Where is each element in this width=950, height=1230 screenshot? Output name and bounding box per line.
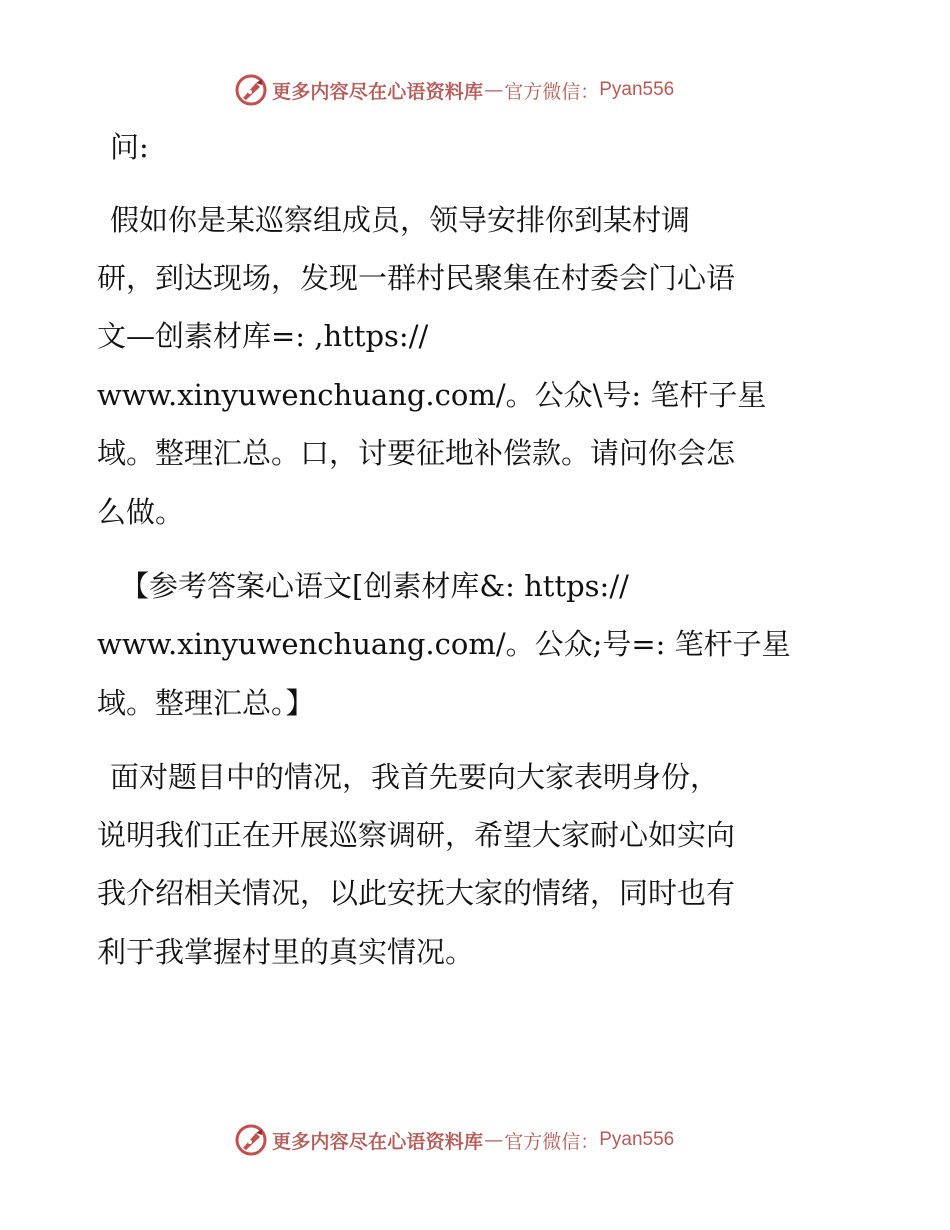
question-line: 文—创素材库=: ,https:// [97,319,429,353]
footer-banner [234,1122,674,1158]
question-line: 研，到达现场，发现一群村民聚集在村委会门心语 [97,261,736,295]
answer-line: 我介绍相关情况，以此安抚大家的情绪，同时也有 [97,876,736,910]
answer-line: 说明我们正在开展巡察调研，希望大家耐心如实向 [97,818,736,852]
question-label: 问: [110,130,149,164]
pen-nib-logo-icon [234,1123,268,1157]
banner-wechat-id: Pyan556 [599,79,675,100]
reference-line: 【参考答案心语文[创素材库&: https:// [120,569,629,603]
header-banner [234,72,674,108]
question-line: 么做。 [97,495,185,529]
banner-dash: — [484,1129,504,1151]
question-line: 假如你是某巡察组成员，领导安排你到某村调 [110,203,691,237]
reference-line: 域。整理汇总。】 [97,686,315,720]
banner-title: 更多内容尽在心语资料库 [272,1130,484,1153]
question-line: www.xinyuwenchuang.com/。公众\号: 笔杆子星 [97,378,767,412]
reference-line: www.xinyuwenchuang.com/。公众;号=: 笔杆子星 [97,627,791,661]
answer-line: 面对题目中的情况，我首先要向大家表明身份， [110,760,720,794]
banner-wechat-label: 官方微信： [504,1130,600,1153]
banner-wechat-label: 官方微信： [504,80,600,103]
banner-dash: — [484,79,504,101]
pen-nib-logo-icon [234,73,268,107]
question-line: 域。整理汇总。口，讨要征地补偿款。请问你会怎 [97,436,736,470]
banner-wechat-id: Pyan556 [599,1129,675,1150]
banner-title: 更多内容尽在心语资料库 [272,80,484,103]
answer-line: 利于我掌握村里的真实情况。 [97,935,475,969]
